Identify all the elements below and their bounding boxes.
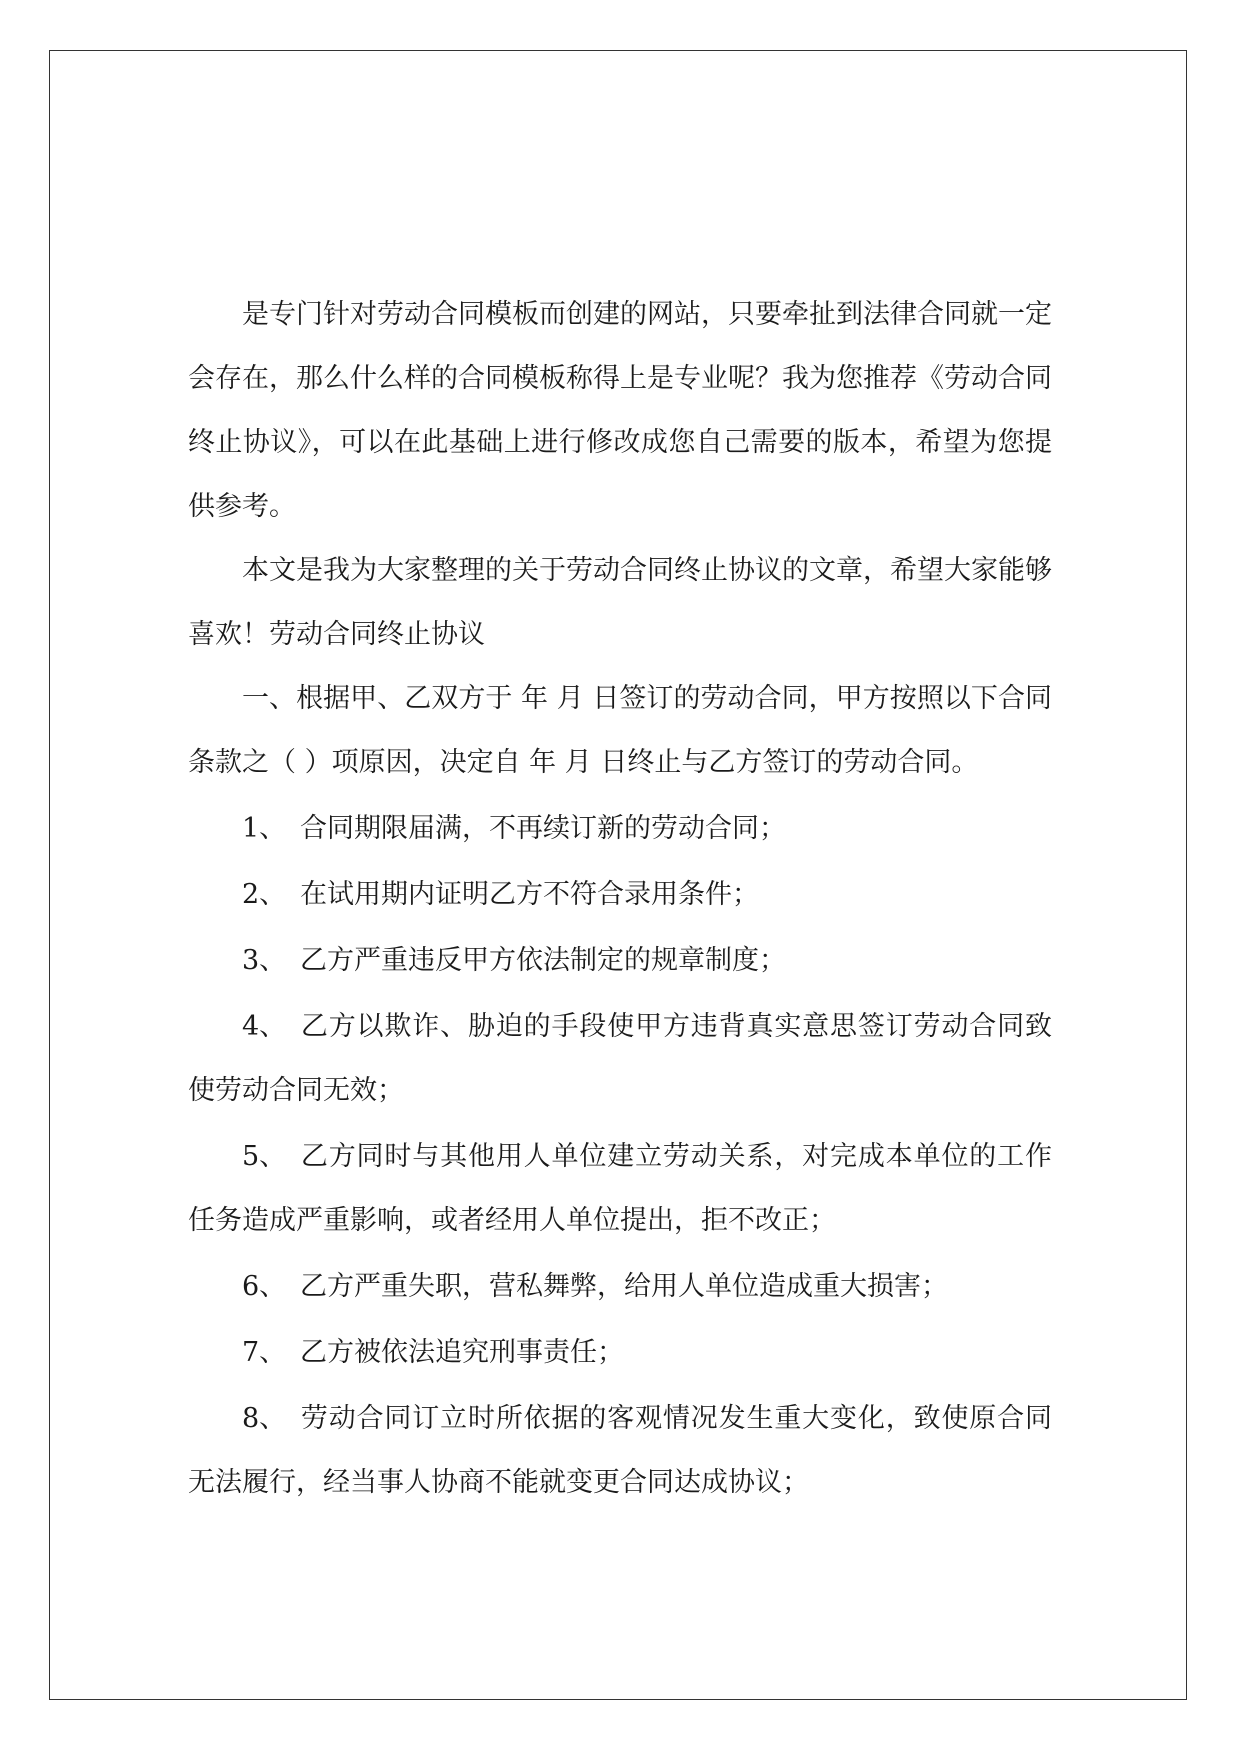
- list-item-text: 乙方被依法追究刑事责任；: [300, 1337, 624, 1368]
- list-item: [188, 995, 1052, 1123]
- list-item: [188, 1125, 1052, 1253]
- list-item: [188, 797, 1052, 861]
- list-item-number: 7、: [242, 1337, 287, 1368]
- document-body: [188, 283, 1052, 1515]
- list-item-text: 乙方以欺诈、胁迫的手段使甲方违背真实意思签订劳动合同致使劳动合同无效；: [188, 1011, 1052, 1106]
- list-item-number: 1、: [242, 813, 287, 844]
- list-item-text: 劳动合同订立时所依据的客观情况发生重大变化，致使原合同无法履行，经当事人协商不能就变更合同达成协议；: [188, 1403, 1052, 1498]
- list-item: [188, 1387, 1052, 1515]
- list-item: [188, 1255, 1052, 1319]
- list-item: [188, 863, 1052, 927]
- summary-paragraph: 本文是我为大家整理的关于劳动合同终止协议的文章，希望大家能够喜欢！劳动合同终止协议: [188, 555, 1052, 650]
- termination-reasons-list: [188, 797, 1052, 1515]
- list-item: [188, 1321, 1052, 1385]
- list-item-text: 乙方同时与其他用人单位建立劳动关系，对完成本单位的工作任务造成严重影响，或者经用人单位提出，拒不改正；: [188, 1141, 1052, 1236]
- list-item-number: 4、: [242, 1011, 287, 1042]
- intro-paragraph: 是专门针对劳动合同模板而创建的网站，只要牵扯到法律合同就一定会存在，那么什么样的合同模板称得上是专业呢？我为您推荐《劳动合同终止协议》，可以在此基础上进行修改成您自己需要的版本，希望为您提供参考。: [188, 299, 1052, 522]
- list-item-number: 5、: [242, 1141, 287, 1172]
- list-item-number: 6、: [242, 1271, 287, 1302]
- list-item-text: 在试用期内证明乙方不符合录用条件；: [300, 879, 759, 910]
- list-item: [188, 929, 1052, 993]
- list-item-text: 乙方严重失职，营私舞弊，给用人单位造成重大损害；: [300, 1271, 948, 1302]
- list-item-text: 乙方严重违反甲方依法制定的规章制度；: [300, 945, 786, 976]
- list-item-number: 8、: [242, 1403, 287, 1434]
- list-item-number: 3、: [242, 945, 287, 976]
- list-item-text: 合同期限届满，不再续订新的劳动合同；: [300, 813, 786, 844]
- clause-one-paragraph: 一、根据甲、乙双方于 年 月 日签订的劳动合同，甲方按照以下合同条款之（ ）项原因，决定自 年 月 日终止与乙方签订的劳动合同。: [188, 683, 1052, 778]
- list-item-number: 2、: [242, 879, 287, 910]
